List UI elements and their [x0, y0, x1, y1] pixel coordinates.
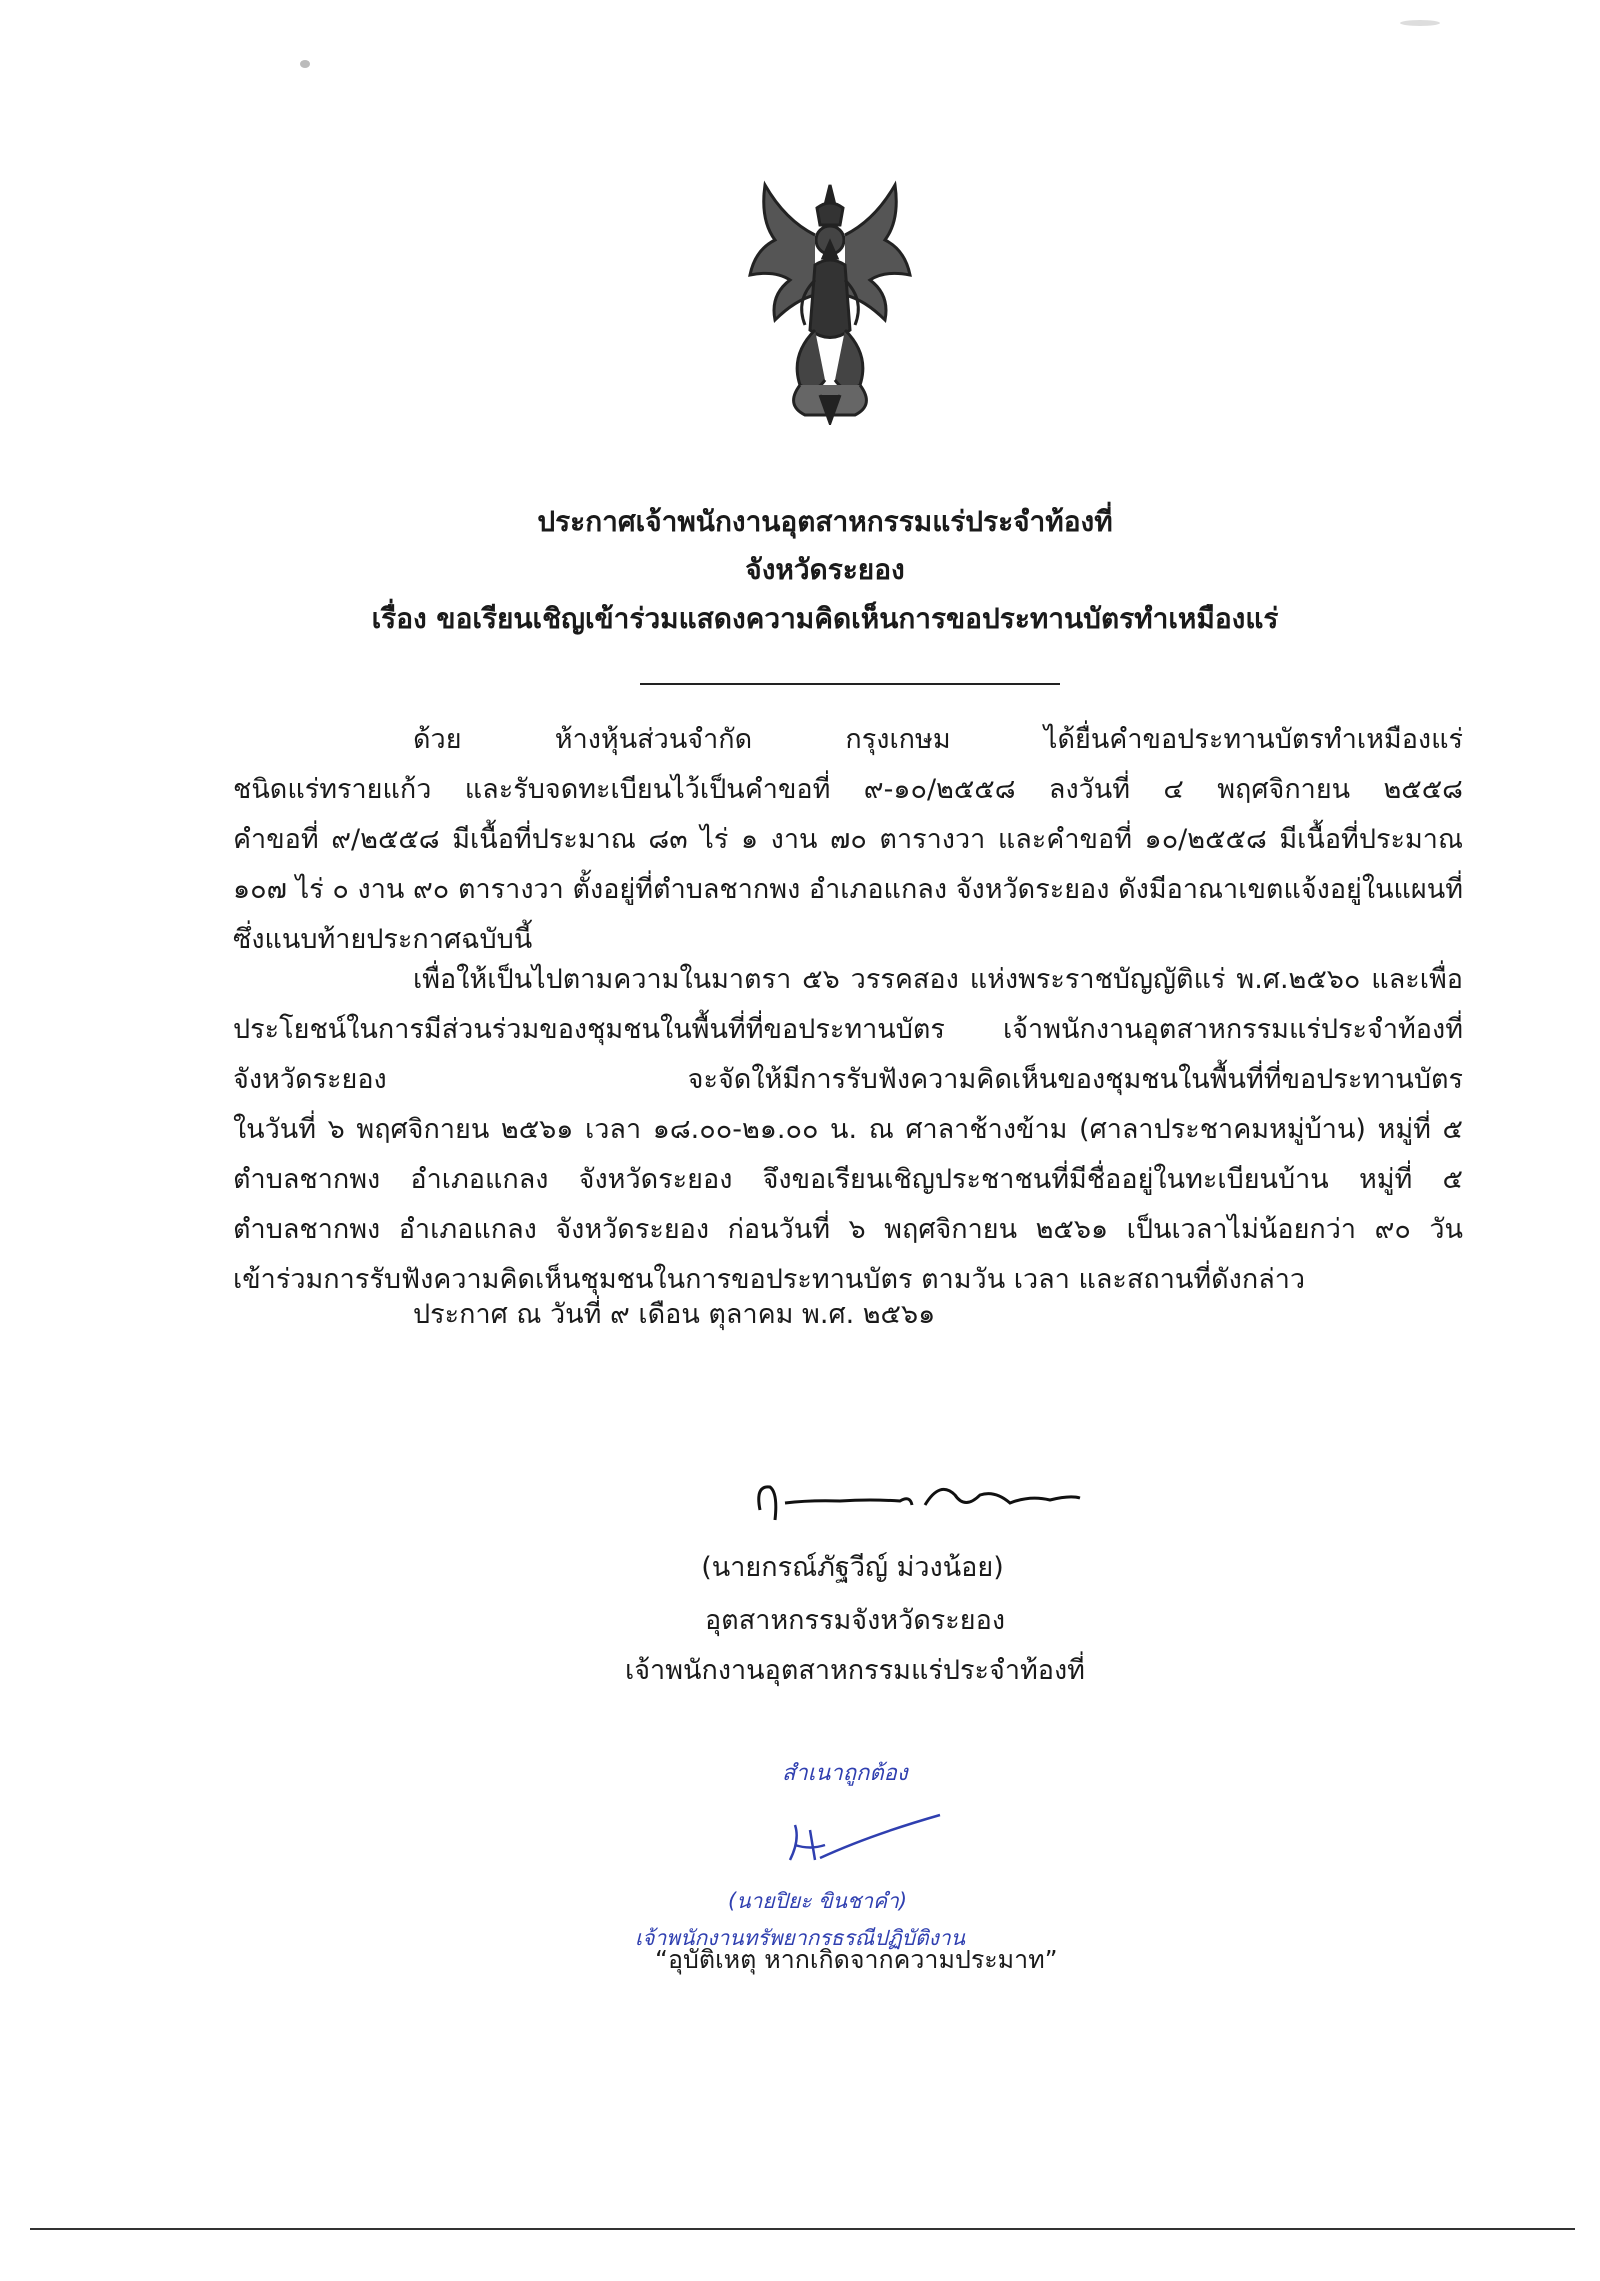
signatory-position: เจ้าพนักงานอุตสาหกรรมแร่ประจำท้องที่ [625, 1655, 1085, 1686]
paragraph-line: ซึ่งแนบท้ายประกาศฉบับนี้ [233, 924, 533, 955]
paragraph-line: ชนิดแร่ทรายแก้ว และรับจดทะเบียนไว้เป็นคำขอที่ ๙-๑๐/๒๕๕๘ ลงวันที่ ๔ พฤศจิกายน ๒๕๕๘ [233, 774, 1463, 805]
announcement-date: ประกาศ ณ วันที่ ๙ เดือน ตุลาคม พ.ศ. ๒๕๖๑ [413, 1299, 936, 1330]
paragraph-line: ตำบลชากพง อำเภอแกลง จังหวัดระยอง จึงขอเรียนเชิญประชาชนที่มีชื่ออยู่ในทะเบียนบ้าน หมู่ที่ ๕ [233, 1164, 1463, 1195]
paragraph-line: คำขอที่ ๙/๒๕๕๘ มีเนื้อที่ประมาณ ๘๓ ไร่ ๑ งาน ๗๐ ตารางวา และคำขอที่ ๑๐/๒๕๕๘ มีเนื้อที่ประมาณ [233, 824, 1463, 855]
title-divider [640, 683, 1060, 685]
safety-motto: “อุบัติเหตุ หากเกิดจากความประมาท” [655, 1945, 1058, 1974]
certified-copy-label: สำเนาถูกต้อง [782, 1761, 908, 1786]
signatory-position: อุตสาหกรรมจังหวัดระยอง [704, 1605, 1006, 1636]
signature-image [750, 1465, 1090, 1535]
certifier-position: เจ้าพนักงานทรัพยากรธรณีปฏิบัติงาน [635, 1926, 966, 1950]
scan-speck [300, 60, 310, 68]
paragraph-line: จังหวัดระยอง จะจัดให้มีการรับฟังความคิดเห็นของชุมชนในพื้นที่ที่ขอประทานบัตร [233, 1064, 1463, 1095]
paragraph-line: เข้าร่วมการรับฟังความคิดเห็นชุมชนในการขอประทานบัตร ตามวัน เวลา และสถานที่ดังกล่าว [233, 1264, 1306, 1295]
paragraph-line: ตำบลชากพง อำเภอแกลง จังหวัดระยอง ก่อนวันที่ ๖ พฤศจิกายน ๒๕๖๑ เป็นเวลาไม่น้อยกว่า ๙๐ วัน [233, 1214, 1463, 1245]
certifier-name: (นายปิยะ ขินชาคำ) [728, 1889, 908, 1913]
paragraph-application [233, 715, 1463, 965]
paragraph-hearing [233, 955, 1463, 1305]
paragraph-line: เพื่อให้เป็นไปตามความในมาตรา ๕๖ วรรคสอง แห่งพระราชบัญญัติแร่ พ.ศ.๒๕๖๐ และเพื่อ [413, 964, 1463, 995]
page-bottom-line [30, 2228, 1575, 2230]
paragraph-line: ด้วย ห้างหุ้นส่วนจำกัด กรุงเกษม ได้ยื่นคำขอประทานบัตรทำเหมืองแร่ [413, 724, 1463, 755]
paragraph-line: ประโยชน์ในการมีส่วนร่วมของชุมชนในพื้นที่ที่ขอประทานบัตร เจ้าพนักงานอุตสาหกรรมแร่ประจำท้องที่ [233, 1014, 1463, 1045]
subject-title: เรื่อง ขอเรียนเชิญเข้าร่วมแสดงความคิดเห็นการขอประทานบัตรทำเหมืองแร่ [371, 602, 1279, 635]
paragraph-line: ๑๐๗ ไร่ ๐ งาน ๙๐ ตารางวา ตั้งอยู่ที่ตำบลชากพง อำเภอแกลง จังหวัดระยอง ดังมีอาณาเขตแจ้งอยู่ในแผนที่ [233, 874, 1463, 905]
signatory-name: (นายกรณ์ภัฐวีญ์ ม่วงน้อย) [701, 1552, 1004, 1583]
paragraph-line: ในวันที่ ๖ พฤศจิกายน ๒๕๖๑ เวลา ๑๘.๐๐-๒๑.๐๐ น. ณ ศาลาช้างข้าม (ศาลาประชาคมหมู่บ้าน) หมู่ที่ ๕ [233, 1114, 1463, 1145]
garuda-emblem-icon [745, 180, 915, 425]
scan-speck [1400, 20, 1440, 26]
announcement-title: ประกาศเจ้าพนักงานอุตสาหกรรมแร่ประจำท้องที่ [537, 505, 1113, 538]
province-title: จังหวัดระยอง [745, 553, 905, 586]
certifier-signature-image [770, 1800, 950, 1880]
